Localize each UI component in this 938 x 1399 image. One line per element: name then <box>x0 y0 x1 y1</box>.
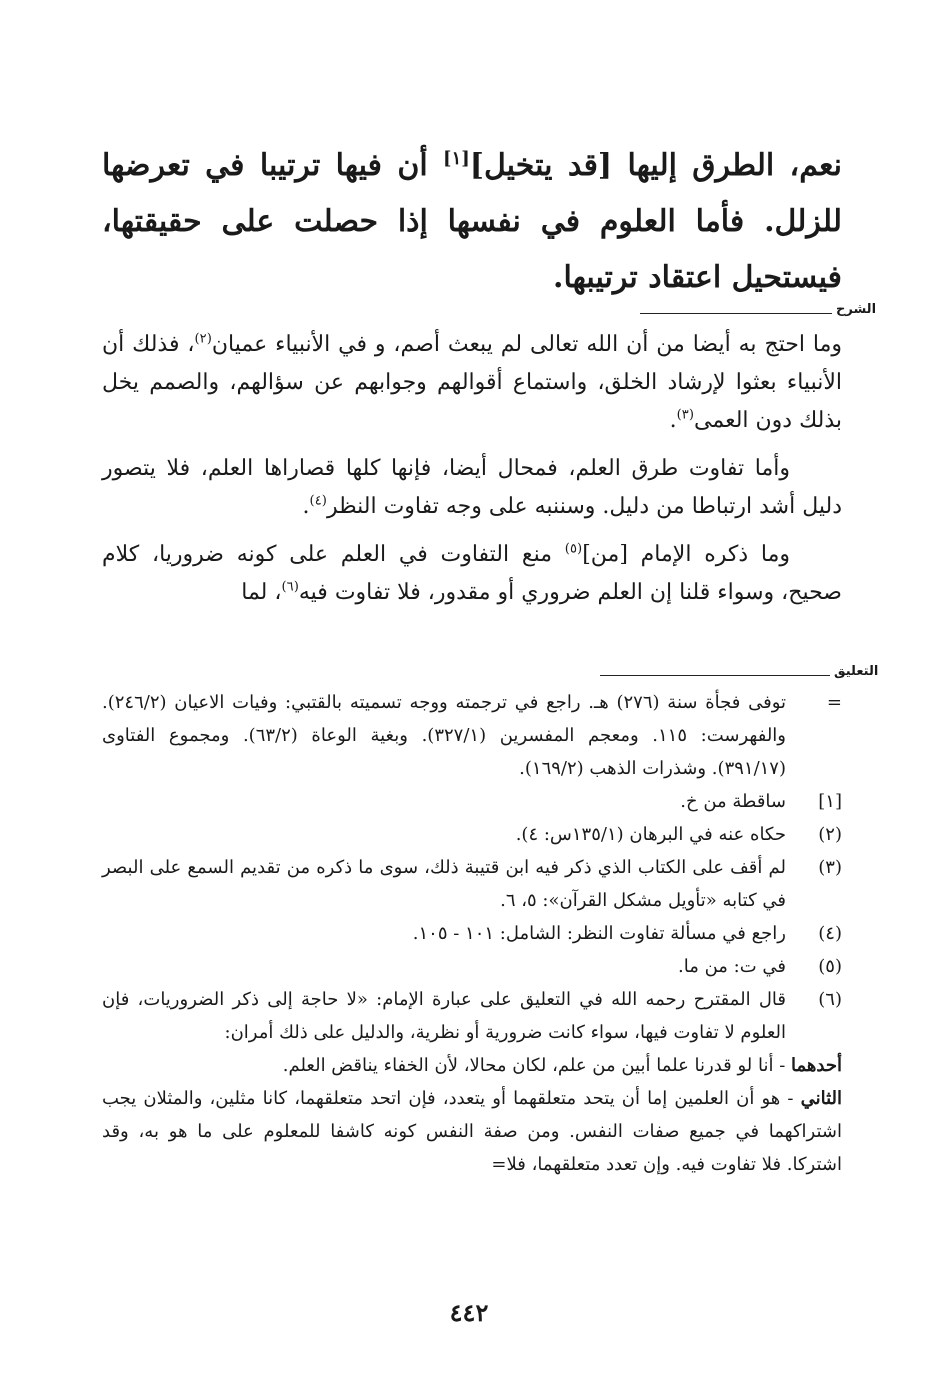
footnote-continuation <box>102 686 842 785</box>
continuation-marker: = <box>826 692 842 713</box>
footnote-ref: (٦) <box>281 579 299 595</box>
commentary-paragraph <box>102 536 842 612</box>
footnote-lead: أحدهما <box>791 1055 842 1076</box>
taliq-label: التعليق <box>834 664 879 679</box>
commentary-paragraph <box>102 326 842 440</box>
sharh-divider <box>640 313 832 314</box>
page-number: ٤٤٢ <box>449 1298 489 1327</box>
footnote-item <box>102 785 842 818</box>
footnote-number: (٥) <box>818 956 842 977</box>
main-text-segment: أن فيها ترتيبا في تعرضها للزلل. فأما العلوم في نفسها إذا حصلت على حقيقتها، فيستحيل اعتقاد ترتيبها. <box>102 148 842 295</box>
commentary-segment: وأما تفاوت طرق العلم، فمحال أيضا، فإنها كلها قصاراها العلم، فلا يتصور دليل أشد ارتباطا من دليل. وسننبه على وجه تفاوت النظر <box>102 456 842 519</box>
footnote-text: لم أقف على الكتاب الذي ذكر فيه ابن قتيبة ذلك، سوى ما ذكره من تقديم السمع على البصر في كتابه «تأويل مشكل القرآن»: ٥، ٦. <box>102 857 786 911</box>
footnote-item <box>102 917 842 950</box>
footnote-text: توفى فجأة سنة (٢٧٦) هـ. راجع في ترجمته ووجه تسميته بالقتبي: وفيات الاعيان (٢٤٦/٢). والفهرست: ١١٥. ومعجم المفسرين (٣٢٧/١). وبغية الوعاة (٦٣/٢). ومجموع الفتاوى (٣٩١/١٧). وشذرات الذهب (١٦٩/٢). <box>102 692 787 779</box>
taliq-divider <box>600 675 830 676</box>
footnote-ref: [١] <box>443 148 470 169</box>
commentary-segment: وما ذكره الإمام [من] <box>582 542 791 567</box>
footnote-lead: الثاني <box>800 1088 842 1109</box>
sharh-label: الشرح <box>836 302 877 317</box>
footnote-text: راجع في مسألة تفاوت النظر: الشامل: ١٠١ - ١٠٥. <box>412 923 786 944</box>
commentary-segment: ، فذلك أن الأنبياء بعثوا لإرشاد الخلق، واستماع أقوالهم وجوابهم عن سؤالهم، والصمم يخل بذلك دون العمى <box>102 332 842 433</box>
footnote-item <box>102 851 842 917</box>
footnote-item <box>102 950 842 983</box>
footnote-text: ساقطة من خ. <box>680 791 786 812</box>
footnote-text: - هو أن العلمين إما أن يتحد متعلقهما أو يتعدد، فإن اتحد متعلقهما، كانا مثلين، والمثلان يجب اشتراكهما في جميع صفات النفس. ومن صفة النفس كونه كاشفا للمعلوم على ما هو به، وقد اشتركا. فلا تفاوت فيه. وإن تعدد متعلقهما، فلا= <box>102 1088 842 1175</box>
commentary-section <box>102 326 842 622</box>
footnote-text: في ت: من ما. <box>678 956 786 977</box>
footnote-text: قال المقترح رحمه الله في التعليق على عبارة الإمام: «لا حاجة إلى ذكر الضروريات، فإن العلوم لا تفاوت فيها، سواء كانت ضرورية أو نظرية، والدليل على ذلك أمران: <box>102 989 786 1043</box>
footnote-number: (٢) <box>818 824 842 845</box>
footnote-item <box>102 983 842 1049</box>
footnote-ref: (٤) <box>309 493 327 509</box>
footnote-number: (٤) <box>818 923 842 944</box>
footnote-paragraph <box>102 1049 842 1082</box>
commentary-segment: وما احتج به أيضا من أن الله تعالى لم يبعث أصم، و في الأنبياء عميان <box>211 332 842 357</box>
commentary-segment: . <box>302 494 310 519</box>
commentary-segment: . <box>669 408 677 433</box>
main-text <box>102 138 842 306</box>
footnote-text: حكاه عنه في البرهان (١٣٥/١س: ٤). <box>515 824 786 845</box>
footnote-paragraph <box>102 1082 842 1181</box>
footnote-number: (٣) <box>818 857 842 878</box>
footnote-number: [١] <box>818 791 842 812</box>
footnote-number: (٦) <box>818 989 842 1010</box>
footnote-subsection <box>102 1049 842 1181</box>
footnote-ref: (٣) <box>676 407 695 423</box>
commentary-segment: ، لما <box>241 580 282 605</box>
footnotes-section <box>102 686 842 1181</box>
footnote-item <box>102 818 842 851</box>
footnote-text: - أنا لو قدرنا علما أبين من علم، لكان محالا، لأن الخفاء يناقض العلم. <box>282 1055 792 1076</box>
main-text-paragraph <box>102 138 842 306</box>
footnote-ref: (٥) <box>564 541 583 557</box>
commentary-paragraph <box>102 450 842 526</box>
commentary-segment: منع التفاوت في العلم على كونه ضروريا، كلام صحيح، وسواء قلنا إن العلم ضروري أو مقدور، فلا تفاوت فيه <box>102 542 842 605</box>
main-text-segment: نعم، الطرق إليها [قد يتخيل] <box>469 148 842 183</box>
footnote-ref: (٢) <box>194 331 212 347</box>
